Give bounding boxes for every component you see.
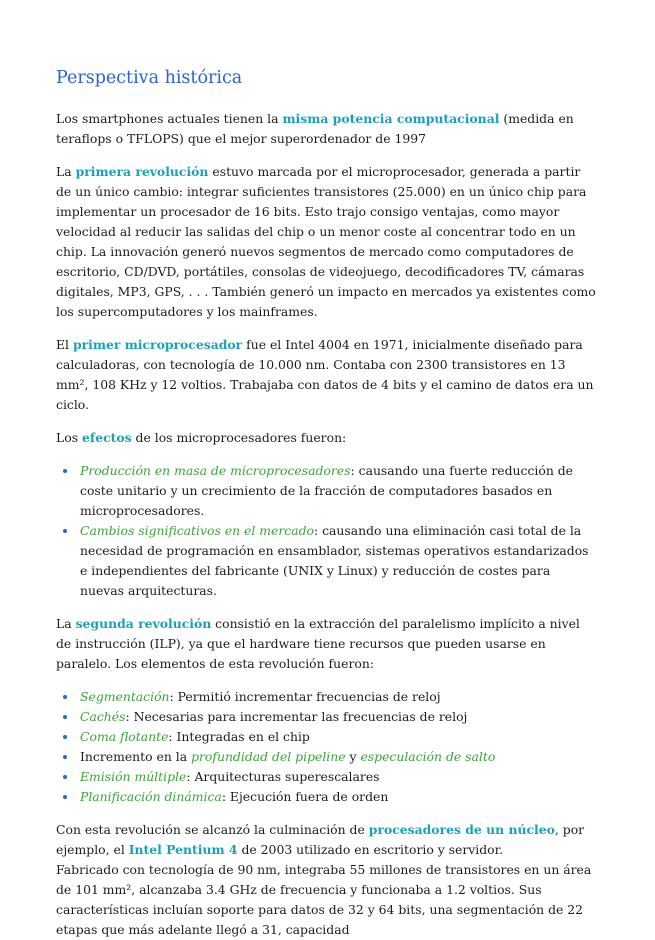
emphasis-term: Cachés — [80, 709, 126, 724]
highlight-term: primer microprocesador — [72, 337, 243, 352]
text: : Arquitecturas superescalares — [186, 769, 380, 784]
text: y — [345, 749, 361, 764]
text: Los — [56, 430, 82, 445]
paragraph-first-microprocessor — [56, 335, 597, 415]
emphasis-term: profundidad del pipeline — [191, 749, 346, 764]
effects-list — [56, 461, 597, 601]
highlight-term: primera revolución — [75, 164, 209, 179]
paragraph-single-core — [56, 820, 597, 940]
highlight-term: Intel Pentium 4 — [128, 842, 238, 857]
text: : Ejecución fuera de orden — [221, 789, 389, 804]
text: de los microprocesadores fueron: — [131, 430, 347, 445]
list-item — [78, 787, 597, 807]
text: Fabricado con tecnología de 90 nm, integraba 55 millones de transistores en un área de 101 mm², alcanzaba 3.4 GHz de frecuencia y funcionaba a 1.2 voltios. Sus características incluían soporte para datos de 32 y 64 bits, una segmentación de 22 etapas que más adelante llegó a 31, capacidad — [56, 862, 592, 937]
emphasis-term: Cambios significativos en el mercado — [80, 523, 314, 538]
highlight-term: segunda revolución — [75, 616, 212, 631]
list-item — [78, 461, 597, 521]
text: , por ejemplo, el — [56, 822, 585, 857]
revolution-elements-list — [56, 687, 597, 807]
list-item — [78, 707, 597, 727]
text: La — [56, 616, 76, 631]
list-item — [78, 727, 597, 747]
text: Los smartphones actuales tienen la — [56, 111, 283, 126]
text: El — [56, 337, 73, 352]
list-item — [78, 687, 597, 707]
paragraph-second-revolution — [56, 614, 597, 674]
text: consistió en la extracción del paralelismo implícito a nivel de instrucción (ILP), ya que el hardware tiene recursos que pueden usarse en paralelo. Los elementos de esta revolución fueron: — [56, 616, 580, 671]
text: (medida en teraflops o TFLOPS) que el mejor superordenador de 1997 — [56, 111, 574, 146]
text: : Permitió incrementar frecuencias de reloj — [169, 689, 441, 704]
list-item — [78, 521, 597, 601]
section-title: Perspectiva histórica — [56, 68, 243, 88]
highlight-term: misma potencia computacional — [282, 111, 500, 126]
emphasis-term: Planificación dinámica — [80, 789, 222, 804]
emphasis-term: Coma flotante — [80, 729, 169, 744]
text: : causando una fuerte reducción de coste unitario y un crecimiento de la fracción de computadores basados en microprocesadores. — [80, 463, 574, 518]
text: fue el Intel 4004 en 1971, inicialmente diseñado para calculadoras, con tecnología de 10.000 nm. Contaba con 2300 transistores en 13 mm², 108 KHz y 12 voltios. Trabajaba con datos de 4 bits y el camino de datos era un ciclo. — [56, 337, 594, 412]
text: Con esta revolución se alcanzó la culminación de — [56, 822, 369, 837]
emphasis-term: Emisión múltiple — [80, 769, 187, 784]
highlight-term: procesadores de un núcleo — [368, 822, 555, 837]
list-item — [78, 747, 597, 767]
text: : Necesarias para incrementar las frecuencias de reloj — [125, 709, 468, 724]
emphasis-term: Segmentación — [80, 689, 170, 704]
text: : Integradas en el chip — [168, 729, 310, 744]
text: estuvo marcada por el microprocesador, generada a partir de un único cambio: integrar suficientes transistores (25.000) en un único chip para implementar un procesador de 16 bits. Esto trajo consigo ventajas, como mayor velocidad al reducir las salidas del chip o un menor coste al concentrar todo en un chip. La innovación generó nuevos segmentos de mercado como computadores de escritorio, CD/DVD, portátiles, consolas de videojuego, decodificadores TV, cámaras digitales, MP3, GPS, . . . También generó un impacto en mercados ya existentes como los supercomputadores y los mainframes. — [56, 164, 596, 319]
emphasis-term: Producción en masa de microprocesadores — [80, 463, 351, 478]
text: : causando una eliminación casi total de la necesidad de programación en ensamblador, sistemas operativos estandarizados e independientes del fabricante (UNIX y Linux) y reducción de costes para nuevas arquitecturas. — [80, 523, 589, 598]
paragraph-smartphones — [56, 109, 597, 149]
text: de 2003 utilizado en escritorio y servidor. — [237, 842, 504, 857]
highlight-term: efectos — [82, 430, 132, 445]
paragraph-first-revolution — [56, 162, 597, 322]
text: La — [56, 164, 76, 179]
text: Incremento en la — [80, 749, 192, 764]
emphasis-term: especulación de salto — [360, 749, 496, 764]
paragraph-effects — [56, 428, 597, 448]
list-item — [78, 767, 597, 787]
